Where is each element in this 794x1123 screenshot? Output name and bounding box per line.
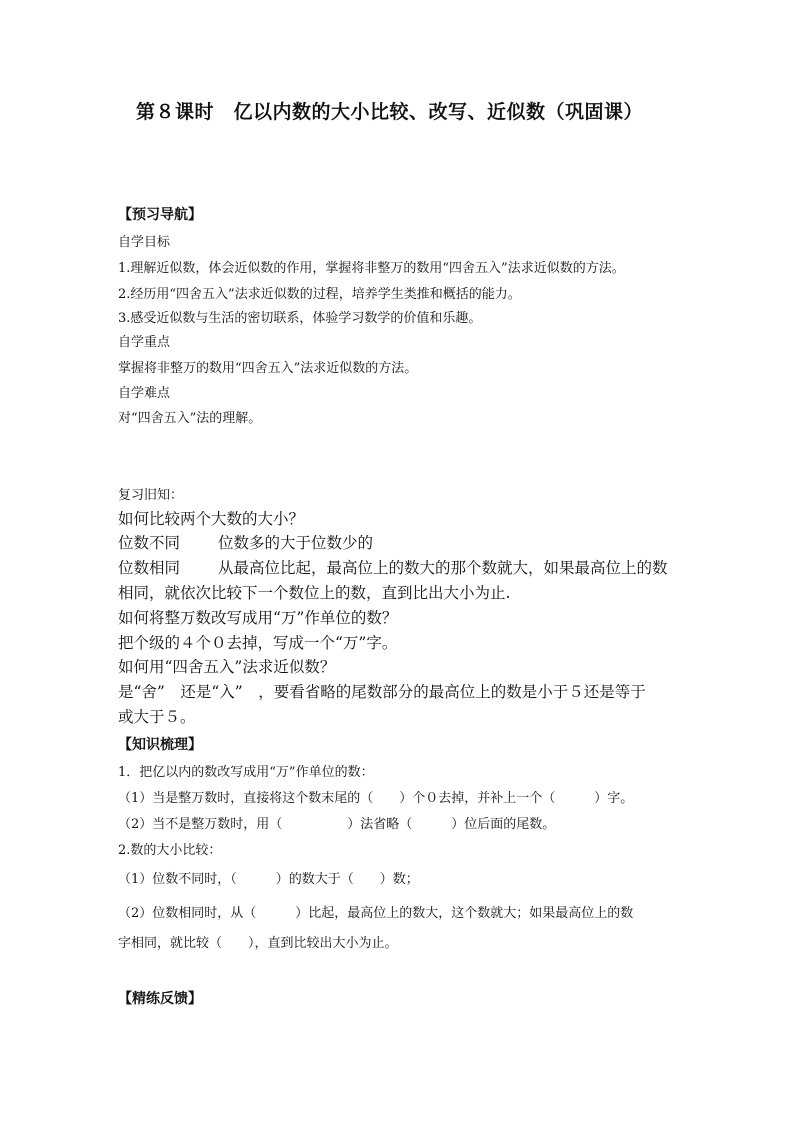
knowledge-line: （1）当是整万数时，直接将这个数末尾的（ ）个０去掉，并补上一个（ ）字。 <box>118 791 634 806</box>
hard-label: 自学难点 <box>118 386 171 401</box>
answer-text: 位数多的大于位数少的 <box>218 534 374 552</box>
review-question: 如何比较两个大数的大小？ <box>118 510 305 528</box>
goal-item: 3.感受近似数与生活的密切联系，体验学习数学的价值和乐趣。 <box>118 311 482 326</box>
goal-item: 1.理解近似数，体会近似数的作用，掌握将非整万的数用“四舍五入”法求近似数的方法。 <box>118 261 625 276</box>
knowledge-heading: 【知识梳理】 <box>118 737 202 753</box>
knowledge-line: 2.数的大小比较： <box>118 843 222 858</box>
goal-item: 2.经历用“四舍五入”法求近似数的过程，培养学生类推和概括的能力。 <box>118 287 521 302</box>
review-answer <box>118 531 373 553</box>
review-answer <box>118 556 668 578</box>
knowledge-line: 1．把亿以内的数改写成用“万”作单位的数： <box>118 765 374 780</box>
answer-label: 位数相同 <box>118 559 181 577</box>
review-question: 如何将整万数改写成用“万”作单位的数？ <box>118 609 398 627</box>
review-answer-cont: 相同，就依次比较下一个数位上的数，直到比出大小为止. <box>118 584 511 602</box>
key-text: 掌握将非整万的数用“四舍五入”法求近似数的方法。 <box>118 361 418 376</box>
practice-heading: 【精练反馈】 <box>118 991 202 1007</box>
knowledge-line: 字相同，就比较（ ），直到比较出大小为止。 <box>118 936 398 951</box>
review-heading: 复习旧知： <box>118 488 184 503</box>
review-answer: 是“舍” 还是“入” ，要看省略的尾数部分的最高位上的数是小于５还是等于 <box>118 683 646 701</box>
knowledge-line: （1）位数不同时，（ ）的数大于（ ）数； <box>118 872 419 887</box>
review-question: 如何用“四舍五入”法求近似数？ <box>118 658 336 676</box>
answer-text: 从最高位比起，最高位上的数大的那个数就大，如果最高位上的数 <box>218 559 668 577</box>
hard-text: 对“四舍五入”法的理解。 <box>118 411 262 426</box>
knowledge-line: （2）当不是整万数时，用（ ）法省略（ ）位后面的尾数。 <box>118 817 556 832</box>
page-title: 第８课时 亿以内数的大小比较、改写、近似数（巩固课） <box>136 101 644 123</box>
knowledge-line: （2）位数相同时，从（ ）比起，最高位上的数大，这个数就大；如果最高位上的数 <box>118 906 634 921</box>
review-answer: 把个级的４个０去掉，写成一个“万”字。 <box>118 634 398 652</box>
answer-label: 位数不同 <box>118 534 181 552</box>
review-answer-cont: 或大于５。 <box>118 708 196 726</box>
goal-label: 自学目标 <box>118 235 171 250</box>
preview-heading: 【预习导航】 <box>118 207 202 223</box>
key-label: 自学重点 <box>118 335 171 350</box>
